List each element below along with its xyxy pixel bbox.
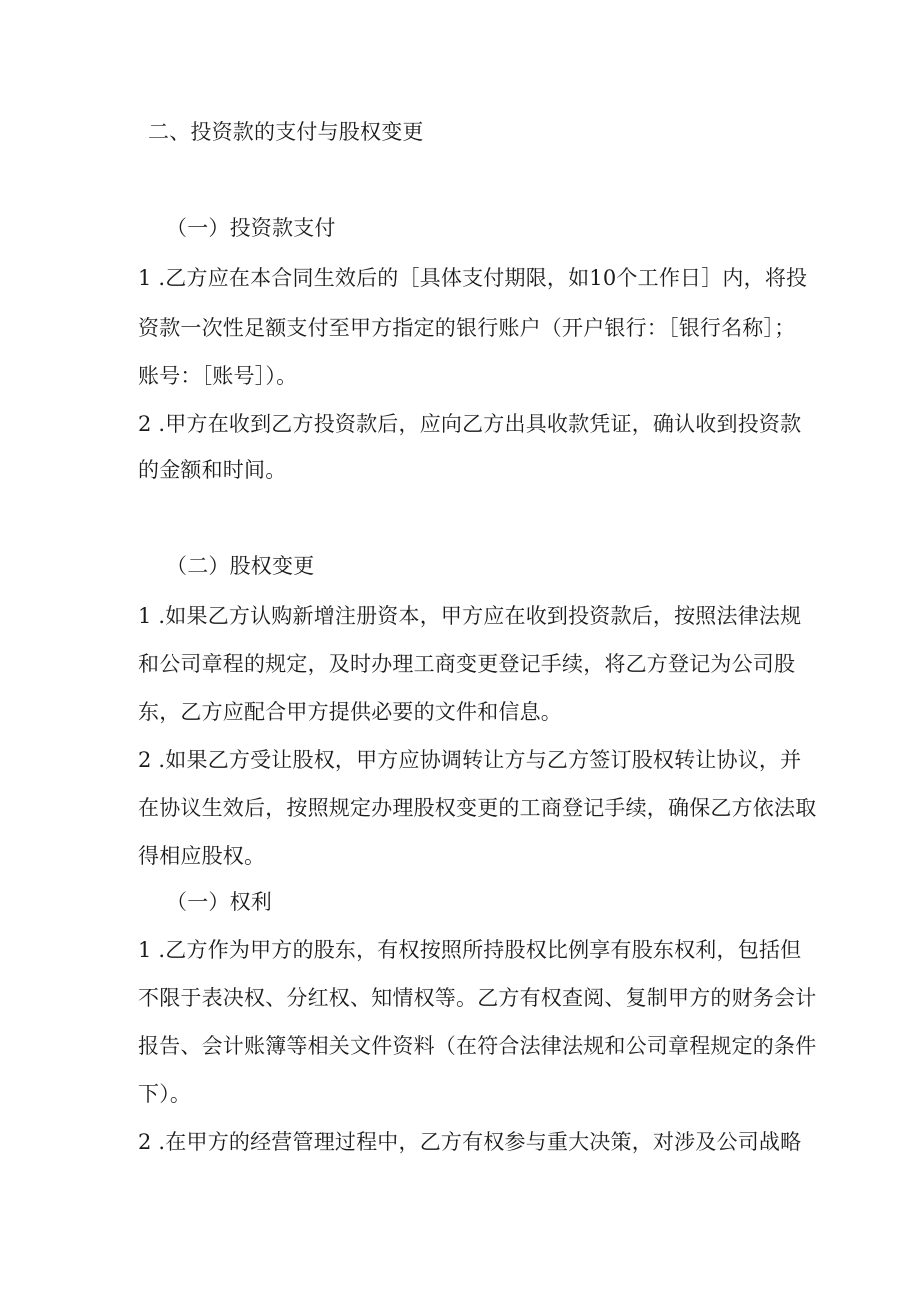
paragraph-line: 得相应股权。 <box>138 844 266 868</box>
paragraph-line: 下）。 <box>138 1082 192 1106</box>
paragraph-line: 1 .如果乙方认购新增注册资本，甲方应在收到投资款后，按照法律法规 <box>138 604 802 628</box>
subsection-heading-rights: （一）权利 <box>166 890 272 914</box>
paragraph-line: 2 .甲方在收到乙方投资款后，应向乙方出具收款凭证，确认收到投资款 <box>138 412 802 436</box>
paragraph-line: 2 .如果乙方受让股权，甲方应协调转让方与乙方签订股权转让协议，并 <box>138 748 802 772</box>
subsection-heading-payment: （一）投资款支付 <box>166 216 336 240</box>
paragraph-line: 2 .在甲方的经营管理过程中，乙方有权参与重大决策，对涉及公司战略 <box>138 1130 802 1154</box>
paragraph-line: 报告、会计账簿等相关文件资料（在符合法律法规和公司章程规定的条件 <box>138 1034 817 1058</box>
paragraph-line: 资款一次性足额支付至甲方指定的银行账户（开户银行：［银行名称］； <box>138 316 796 340</box>
section-title: 二、投资款的支付与股权变更 <box>148 120 424 144</box>
paragraph-line: 1 .乙方应在本合同生效后的［具体支付期限，如10个工作日］内，将投 <box>138 266 808 290</box>
paragraph-line: 东，乙方应配合甲方提供必要的文件和信息。 <box>138 700 562 724</box>
paragraph-line: 和公司章程的规定，及时办理工商变更登记手续，将乙方登记为公司股 <box>138 652 796 676</box>
paragraph-line: 账号：［账号］）。 <box>138 364 298 388</box>
paragraph-line: 不限于表决权、分红权、知情权等。乙方有权查阅、复制甲方的财务会计 <box>138 986 817 1010</box>
paragraph-line: 的金额和时间。 <box>138 458 287 482</box>
subsection-heading-equity-change: （二）股权变更 <box>166 554 315 578</box>
paragraph-line: 1 .乙方作为甲方的股东，有权按照所持股权比例享有股东权利，包括但 <box>138 938 802 962</box>
paragraph-line: 在协议生效后，按照规定办理股权变更的工商登记手续，确保乙方依法取 <box>138 796 817 820</box>
